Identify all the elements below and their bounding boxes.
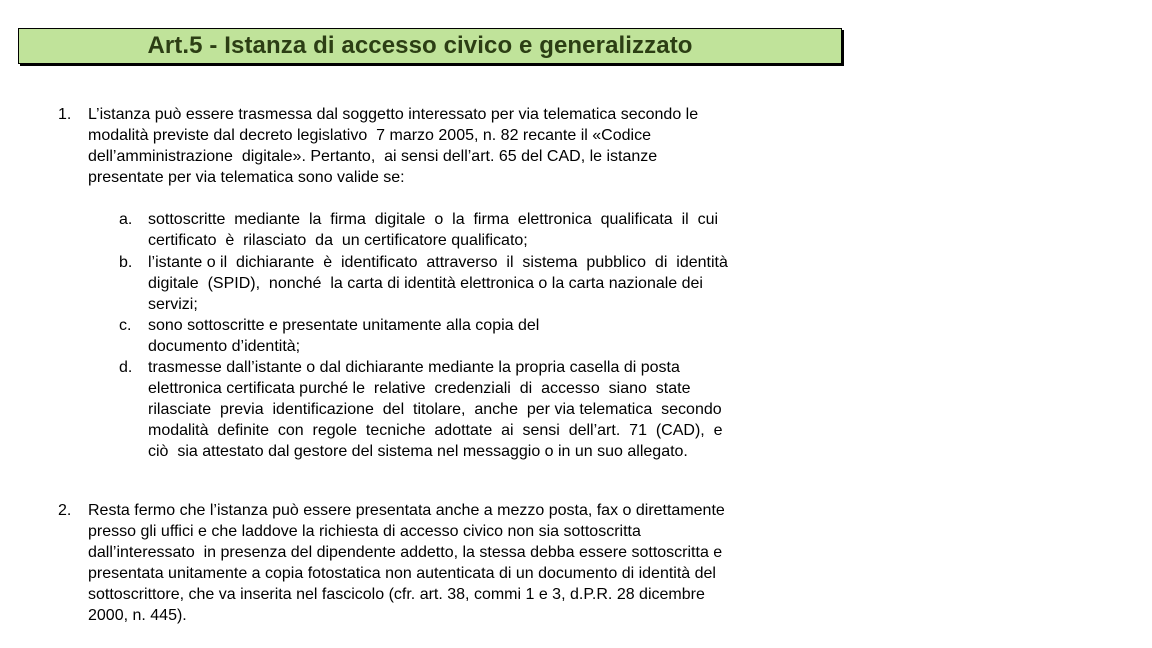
subitem-line: l’istante o il dichiarante è identificato attraverso il sistema pubblico di identità xyxy=(148,254,728,271)
subitem-line: ciò sia attestato dal gestore del sistema nel messaggio o in un suo allegato. xyxy=(148,443,688,460)
subitem-line: trasmesse dall’istante o dal dichiarante mediante la propria casella di posta xyxy=(148,359,680,376)
subitem-line: documento d’identità; xyxy=(148,338,301,355)
paragraph-number: 2. xyxy=(58,502,72,519)
subitem-letter: c. xyxy=(119,317,132,334)
subitem-letter: d. xyxy=(119,359,133,376)
subitem-line: digitale (SPID), nonché la carta di identità elettronica o la carta nazionale dei xyxy=(148,275,703,292)
subitem-b xyxy=(119,252,728,315)
subitem-letter: a. xyxy=(119,211,133,228)
paragraph-line: dall’interessato in presenza del dipendente addetto, la stessa debba essere sottoscritta e xyxy=(88,544,723,561)
paragraph-number: 1. xyxy=(58,106,72,123)
article-title: Art.5 - Istanza di accesso civico e generalizzato xyxy=(147,32,693,59)
subitem-line: servizi; xyxy=(148,296,198,313)
paragraph-line: presentate per via telematica sono valide se: xyxy=(88,169,405,186)
paragraph-line: presso gli uffici e che laddove la richiesta di accesso civico non sia sottoscritta xyxy=(88,523,641,540)
subitem-line: modalità definite con regole tecniche adottate ai sensi dell’art. 71 (CAD), e xyxy=(148,422,723,439)
subitem-a xyxy=(119,209,719,251)
paragraph-line: L’istanza può essere trasmessa dal soggetto interessato per via telematica secondo le xyxy=(88,106,699,123)
subitem-line: sono sottoscritte e presentate unitamente alla copia del xyxy=(148,317,540,334)
paragraph-line: presentata unitamente a copia fotostatica non autenticata di un documento di identità del xyxy=(88,565,716,582)
paragraph-line: Resta fermo che l’istanza può essere presentata anche a mezzo posta, fax o direttamente xyxy=(88,502,725,519)
paragraph-line: modalità previste dal decreto legislativo 7 marzo 2005, n. 82 recante il «Codice xyxy=(88,127,651,144)
subitem-line: certificato è rilasciato da un certificatore qualificato; xyxy=(148,232,528,249)
paragraph-line: 2000, n. 445). xyxy=(88,607,187,624)
subitem-letter: b. xyxy=(119,254,133,271)
subitem-line: elettronica certificata purché le relative credenziali di accesso siano state xyxy=(148,380,691,397)
paragraph-2 xyxy=(58,500,725,626)
paragraph-1 xyxy=(58,104,699,188)
paragraph-line: dell’amministrazione digitale». Pertanto, ai sensi dell’art. 65 del CAD, le istanze xyxy=(88,148,658,165)
article-title-box xyxy=(18,28,842,64)
subitem-d xyxy=(119,357,723,462)
subitem-line: sottoscritte mediante la firma digitale o la firma elettronica qualificata il cui xyxy=(148,211,719,228)
subitem-line: rilasciate previa identificazione del titolare, anche per via telematica secondo xyxy=(148,401,722,418)
paragraph-line: sottoscrittore, che va inserita nel fascicolo (cfr. art. 38, commi 1 e 3, d.P.R. 28 dicembre xyxy=(88,586,705,603)
subitem-c xyxy=(119,315,540,357)
